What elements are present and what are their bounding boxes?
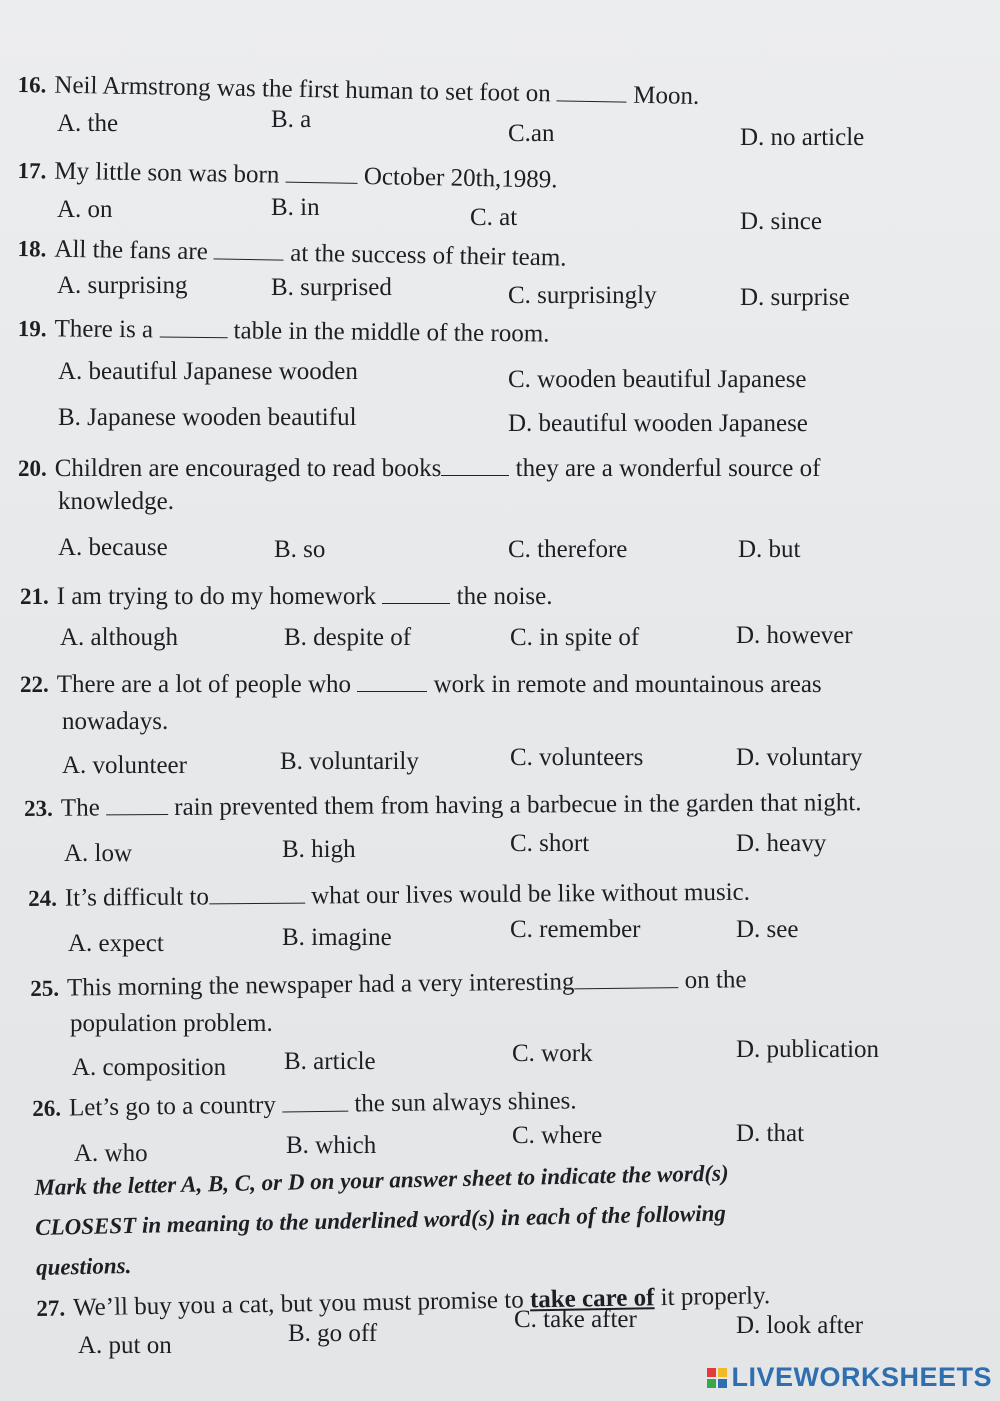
stem-text-before: All the fans are bbox=[54, 235, 209, 266]
question-number: 26. bbox=[32, 1095, 62, 1121]
logo-square-yellow bbox=[718, 1368, 727, 1377]
stem-text-after: rain prevented them from having a barbecue in the garden that night. bbox=[174, 789, 862, 821]
option-d[interactable]: D. no article bbox=[740, 124, 865, 151]
answer-blank[interactable] bbox=[106, 794, 168, 815]
stem-text-after: table in the middle of the room. bbox=[233, 317, 550, 348]
stem-text-before: This morning the newspaper had a very interesting bbox=[66, 968, 575, 1002]
option-c[interactable]: C. therefore bbox=[508, 536, 628, 563]
option-d[interactable]: D. publication bbox=[736, 1036, 880, 1063]
option-c[interactable]: C.an bbox=[508, 120, 555, 147]
question-stem bbox=[20, 666, 822, 704]
stem-continuation: nowadays. bbox=[62, 708, 169, 735]
question-stem bbox=[18, 450, 820, 488]
stem-text-before: It’s difficult to bbox=[64, 883, 210, 912]
stem-text-before: My little son was born bbox=[54, 157, 280, 189]
stem-text-after: the noise. bbox=[456, 583, 553, 610]
instruction-line-3: questions. bbox=[35, 1252, 132, 1280]
stem-text-after: at the success of their team. bbox=[290, 239, 567, 272]
option-b[interactable]: B. go off bbox=[288, 1320, 378, 1347]
option-a[interactable]: A. expect bbox=[68, 930, 164, 957]
option-c[interactable]: C. volunteers bbox=[510, 744, 644, 771]
option-b[interactable]: B. high bbox=[282, 836, 356, 863]
stem-continuation: knowledge. bbox=[58, 488, 174, 515]
option-a[interactable]: A. beautiful Japanese wooden bbox=[58, 358, 358, 385]
question-stem bbox=[24, 784, 862, 828]
option-c[interactable]: C. remember bbox=[510, 916, 641, 943]
logo-square-green bbox=[707, 1379, 716, 1388]
stem-text-before: There are a lot of people who bbox=[56, 671, 352, 698]
logo-icon bbox=[707, 1368, 727, 1388]
stem-text-before: The bbox=[60, 794, 100, 822]
stem-text-before: Neil Armstrong was the first human to set foot on bbox=[54, 71, 552, 108]
option-a[interactable]: A. composition bbox=[72, 1054, 227, 1081]
option-d[interactable]: D. since bbox=[740, 208, 822, 235]
option-a[interactable]: A. who bbox=[74, 1140, 148, 1167]
option-b[interactable]: B. surprised bbox=[271, 274, 392, 301]
stem-text-after: it properly. bbox=[660, 1282, 771, 1312]
answer-blank[interactable] bbox=[357, 671, 427, 692]
question-stem bbox=[20, 578, 552, 616]
option-a[interactable]: A. although bbox=[60, 624, 179, 651]
question-number: 27. bbox=[36, 1295, 66, 1321]
question-number: 23. bbox=[24, 795, 53, 821]
question-number: 22. bbox=[20, 672, 49, 697]
stem-text-after: they are a wonderful source of bbox=[515, 455, 821, 482]
question-stem bbox=[17, 230, 567, 278]
option-b[interactable]: B. despite of bbox=[284, 624, 412, 651]
answer-blank[interactable] bbox=[214, 238, 284, 260]
option-b[interactable]: B. article bbox=[284, 1048, 376, 1075]
answer-blank[interactable] bbox=[441, 455, 509, 476]
option-c[interactable]: C. surprisingly bbox=[508, 282, 657, 309]
option-c[interactable]: C. wooden beautiful Japanese bbox=[508, 366, 807, 393]
instruction-line-1: Mark the letter A, B, C, or D on your answer sheet to indicate the word(s) bbox=[34, 1160, 729, 1200]
logo-square-red bbox=[707, 1368, 716, 1377]
option-d[interactable]: D. heavy bbox=[736, 830, 827, 857]
option-c[interactable]: C. take after bbox=[514, 1306, 637, 1333]
option-a[interactable]: A. volunteer bbox=[62, 752, 187, 779]
question-stem bbox=[17, 66, 699, 116]
option-a[interactable]: A. low bbox=[64, 840, 133, 867]
answer-blank[interactable] bbox=[557, 80, 627, 102]
answer-blank[interactable] bbox=[382, 583, 450, 604]
option-c[interactable]: C. in spite of bbox=[510, 624, 640, 651]
option-d[interactable]: D. voluntary bbox=[736, 744, 863, 771]
question-number: 25. bbox=[30, 975, 60, 1001]
option-b[interactable]: B. Japanese wooden beautiful bbox=[58, 404, 357, 431]
question-number: 19. bbox=[17, 315, 47, 342]
stem-text-after: Moon. bbox=[633, 81, 700, 110]
option-d[interactable]: D. however bbox=[736, 622, 853, 649]
question-number: 24. bbox=[28, 885, 58, 911]
option-a[interactable]: A. put on bbox=[78, 1332, 172, 1359]
option-c[interactable]: C. at bbox=[470, 204, 518, 231]
answer-blank[interactable] bbox=[159, 316, 227, 338]
liveworksheets-logo bbox=[707, 1362, 992, 1393]
answer-blank[interactable] bbox=[209, 883, 305, 905]
option-b[interactable]: B. imagine bbox=[282, 924, 392, 951]
stem-text-before: I am trying to do my homework bbox=[56, 583, 377, 610]
option-d[interactable]: D. look after bbox=[736, 1312, 864, 1339]
option-b[interactable]: B. so bbox=[274, 536, 326, 563]
stem-text-before: Let’s go to a country bbox=[68, 1091, 277, 1122]
answer-blank[interactable] bbox=[574, 967, 678, 989]
option-a[interactable]: A. the bbox=[57, 110, 119, 137]
question-number: 16. bbox=[17, 71, 47, 98]
option-d[interactable]: D. but bbox=[738, 536, 801, 563]
section-instruction bbox=[34, 1149, 926, 1288]
option-c[interactable]: C. short bbox=[510, 830, 590, 857]
question-stem bbox=[17, 152, 558, 199]
stem-text-before: There is a bbox=[54, 315, 154, 344]
answer-blank[interactable] bbox=[282, 1091, 348, 1113]
question-number: 18. bbox=[17, 235, 47, 262]
option-d[interactable]: D. that bbox=[736, 1120, 805, 1147]
option-d[interactable]: D. surprise bbox=[740, 284, 850, 311]
stem-text-after: work in remote and mountainous areas bbox=[433, 671, 822, 698]
option-d[interactable]: D. see bbox=[736, 916, 799, 943]
question-number: 20. bbox=[18, 456, 47, 481]
option-b[interactable]: B. in bbox=[271, 194, 320, 221]
option-b[interactable]: B. a bbox=[271, 106, 312, 133]
question-number: 21. bbox=[20, 584, 49, 609]
question-stem bbox=[18, 310, 550, 354]
question-stem bbox=[32, 1082, 577, 1128]
stem-continuation: population problem. bbox=[70, 1010, 273, 1037]
stem-text-before: We’ll buy you a cat, but you must promise to bbox=[72, 1286, 524, 1322]
stem-text-after: October 20th,1989. bbox=[363, 163, 558, 194]
option-c[interactable]: C. where bbox=[512, 1122, 603, 1149]
stem-text-after: what our lives would be like without music. bbox=[311, 878, 751, 910]
instruction-line-2: CLOSEST in meaning to the underlined word(s) in each of the following bbox=[34, 1200, 727, 1240]
question-number: 17. bbox=[17, 157, 47, 184]
question-stem bbox=[28, 874, 750, 918]
underlined-phrase: take care of bbox=[529, 1284, 655, 1314]
answer-blank[interactable] bbox=[286, 162, 358, 184]
stem-text-before: Children are encouraged to read books bbox=[54, 455, 442, 482]
option-a[interactable]: A. because bbox=[58, 534, 168, 561]
option-b[interactable]: B. voluntarily bbox=[280, 748, 419, 775]
option-c[interactable]: C. work bbox=[512, 1040, 593, 1067]
option-a[interactable]: A. surprising bbox=[57, 272, 188, 299]
stem-text-after: on the bbox=[684, 966, 747, 995]
logo-square-blue bbox=[718, 1379, 727, 1388]
option-a[interactable]: A. on bbox=[57, 196, 113, 223]
option-d[interactable]: D. beautiful wooden Japanese bbox=[508, 410, 808, 437]
question-stem bbox=[30, 961, 747, 1008]
stem-text-after: the sun always shines. bbox=[354, 1087, 577, 1118]
logo-text: LIVEWORKSHEETS bbox=[731, 1362, 992, 1392]
option-b[interactable]: B. which bbox=[286, 1132, 377, 1159]
